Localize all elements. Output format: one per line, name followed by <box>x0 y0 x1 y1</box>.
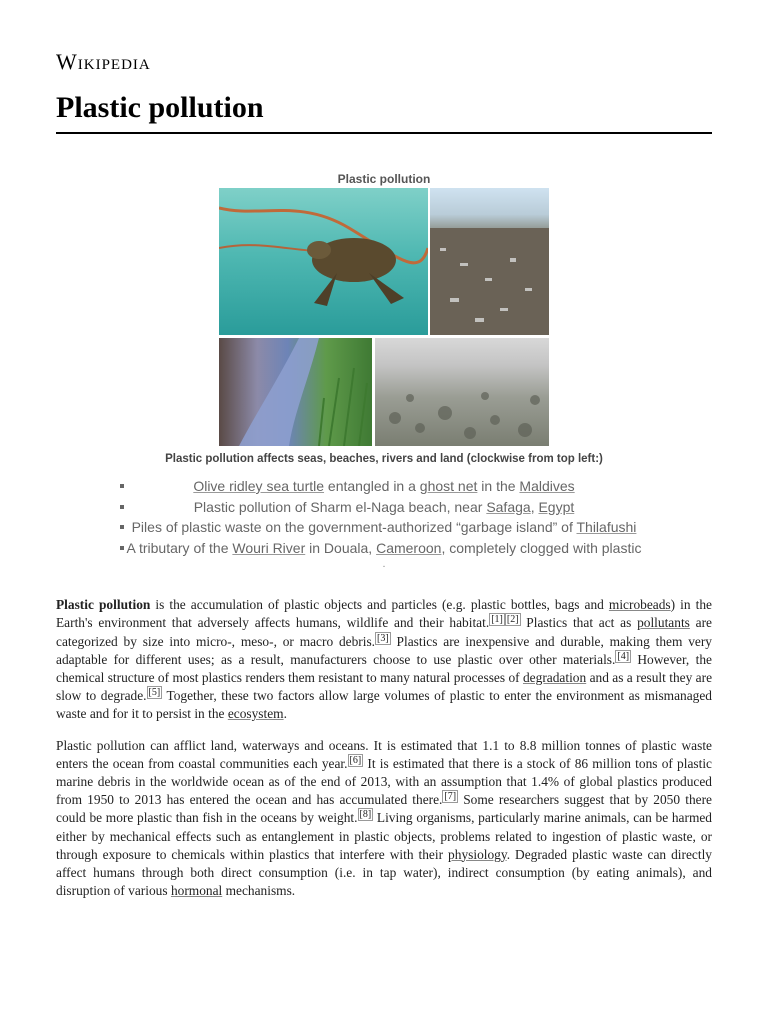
link-hormonal[interactable]: hormonal <box>170 882 223 898</box>
article-body <box>56 596 712 900</box>
paragraph-text: Plastics are inexpensive and durable, making them very adaptable for different uses; as a result, manufacturers choose to use plastic over other materials. <box>56 633 713 667</box>
link-safaga[interactable]: Safaga <box>486 498 531 515</box>
beach-pollution-image[interactable] <box>430 188 549 335</box>
trailing-dot: . <box>382 559 386 571</box>
citation-2[interactable]: [2] <box>506 614 519 626</box>
list-item-text: in the <box>477 478 520 494</box>
link-olive-ridley-sea-turtle[interactable]: Olive ridley sea turtle <box>193 478 325 494</box>
citation-3[interactable]: [3] <box>377 632 389 644</box>
citation-6[interactable]: [6] <box>349 755 362 767</box>
link-ghost-net[interactable]: ghost net <box>419 478 478 494</box>
page <box>56 44 712 914</box>
paragraph-text: Together, these two factors allow large volumes of plastic to enter the environment as mismanaged waste and for it to persist in the <box>56 687 713 721</box>
infobox <box>56 172 712 570</box>
paragraph-text: . Degraded plastic waste can directly affect humans through both direct consumption (i.e. in tap water), indirect consumption (by eating animals), and disruption of various <box>56 846 712 898</box>
link-pollutants[interactable]: pollutants <box>637 615 690 631</box>
paragraph-text: and as a result they are slow to degrade. <box>56 669 713 703</box>
list-item-text: Plastic pollution of Sharm el-Naga beach, near <box>193 498 487 515</box>
paragraph-text: is the accumulation of plastic objects and particles (e.g. plastic bottles, bags and <box>150 597 609 613</box>
link-wouri-river[interactable]: Wouri River <box>232 539 306 556</box>
list-item-text: Piles of plastic waste on the government-authorized “garbage island” of <box>131 519 577 536</box>
link-thilafushi[interactable]: Thilafushi <box>576 519 637 536</box>
link-physiology[interactable]: physiology <box>448 846 507 862</box>
page-title: Plastic pollution <box>56 88 712 134</box>
link-egypt[interactable]: Egypt <box>538 498 575 515</box>
paragraph-text: Living organisms, particularly marine animals, can be harmed either by mechanical effects such as entanglement in plastic objects, problems related to ingestion of plastic waste, or through exposure to chemicals within plastics that interfere with their <box>56 810 713 862</box>
list-item-text: entangled in a <box>324 478 420 494</box>
caption-list <box>56 476 712 558</box>
citation-1[interactable]: [1] <box>491 614 503 626</box>
bullet-icon <box>120 546 124 550</box>
paragraph-2 <box>56 737 712 900</box>
citation-5[interactable]: [5] <box>148 686 161 698</box>
list-item <box>56 517 712 538</box>
infobox-caption: Plastic pollution affects seas, beaches, rivers and land (clockwise from top left:) <box>165 453 603 465</box>
wikipedia-logo[interactable]: Wikipedia <box>56 49 151 74</box>
paragraph-text: . <box>283 705 287 721</box>
bullet-icon <box>120 525 124 529</box>
garbage-island-image[interactable] <box>375 338 549 446</box>
infobox-title: Plastic pollution <box>337 172 431 186</box>
citation-8[interactable]: [8] <box>359 809 372 821</box>
river-pollution-image[interactable] <box>219 338 372 446</box>
paragraph-text: are categorized by size into micro-, meso-, or macro debris. <box>56 615 712 649</box>
bullet-icon <box>120 505 124 509</box>
list-item <box>56 476 712 497</box>
paragraph-text: mechanisms. <box>222 882 296 898</box>
sea-turtle-image[interactable] <box>219 188 428 335</box>
paragraph-text: Plastic pollution can afflict land, waterways and oceans. It is estimated that 1.1 to 8.8 million tonnes of plastic waste enters the ocean from coastal communities each year. <box>56 738 712 772</box>
paragraph-1 <box>56 596 712 723</box>
bold-term: Plastic pollution <box>56 597 151 613</box>
paragraph-text: Plastics that act as <box>520 615 638 631</box>
link-ecosystem[interactable]: ecosystem <box>227 705 284 721</box>
list-item-text: A tributary of the <box>126 539 233 556</box>
link-maldives[interactable]: Maldives <box>519 478 575 494</box>
image-gallery <box>219 188 549 446</box>
paragraph-text: It is estimated that there is a stock of 86 million tons of plastic marine debris in the worldwide ocean as of the end of 2013, with an assumption that 1.4% of global plastics produced from 1950 to 2013 has entered the ocean and has accumulated there. <box>56 756 713 808</box>
list-item <box>56 538 712 559</box>
list-item-text: , completely clogged with plastic <box>441 539 642 556</box>
bullet-icon <box>120 484 124 488</box>
paragraph-text: ) in the Earth's environment that adversely affects humans, wildlife and their habitat. <box>56 597 712 631</box>
link-microbeads[interactable]: microbeads <box>608 597 671 613</box>
link-degradation[interactable]: degradation <box>522 669 587 685</box>
paragraph-text: However, the chemical structure of most plastics renders them resistant to many natural processes of <box>56 651 712 685</box>
list-item-text: in Douala, <box>305 539 377 556</box>
citation-4[interactable]: [4] <box>617 650 630 662</box>
citation-7[interactable]: [7] <box>444 791 457 803</box>
list-item-text: , <box>530 498 539 515</box>
list-item <box>56 497 712 518</box>
paragraph-text: Some researchers suggest that by 2050 there could be more plastic than fish in the oceans by weight. <box>56 792 712 826</box>
link-cameroon[interactable]: Cameroon <box>376 539 442 556</box>
